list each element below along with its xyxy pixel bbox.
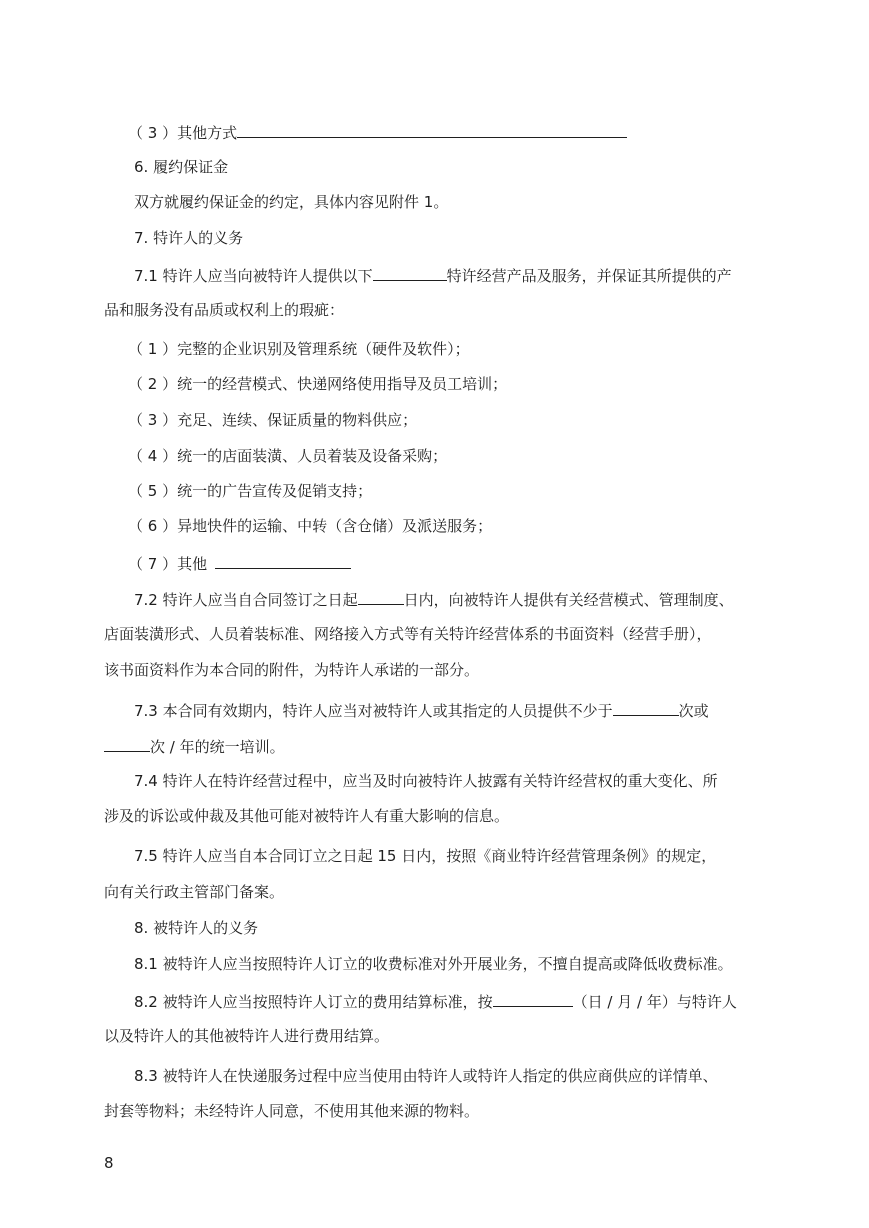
line-text: 7.1 特许人应当向被特许人提供以下 <box>134 267 373 285</box>
fill-in-blank <box>215 552 351 569</box>
line-text: 8.2 被特许人应当按照特许人订立的费用结算标准，按 <box>134 993 493 1011</box>
text-line <box>128 121 627 143</box>
text-line <box>134 588 734 610</box>
line-text: （ 7 ）其他 <box>128 555 208 573</box>
list-item: （ 1 ）完整的企业识别及管理系统（硬件及软件）； <box>128 340 470 358</box>
line-text: 7.3 本合同有效期内，特许人应当对被特许人或其指定的人员提供不少于 <box>134 702 613 720</box>
text-line: 涉及的诉讼或仲裁及其他可能对被特许人有重大影响的信息。 <box>104 807 510 825</box>
list-item: （ 3 ）充足、连续、保证质量的物料供应； <box>128 411 418 429</box>
text-line <box>104 735 285 757</box>
text-line: 店面装潢形式、人员着装标准、网络接入方式等有关特许经营体系的书面资料（经营手册）， <box>104 625 712 643</box>
line-text: （日 / 月 / 年）与特许人 <box>572 993 737 1011</box>
line-text: 日内，向被特许人提供有关经营模式、管理制度、 <box>403 591 734 609</box>
list-item: （ 4 ）统一的店面装潢、人员着装及设备采购； <box>128 447 448 465</box>
page-number: 8 <box>104 1154 114 1172</box>
text-line <box>134 990 737 1012</box>
section-heading: 8. 被特许人的义务 <box>134 919 259 937</box>
text-line: 8.1 被特许人应当按照特许人订立的收费标准对外开展业务，不擅自提高或降低收费标准。 <box>134 955 733 973</box>
text-line: 7.4 特许人在特许经营过程中，应当及时向被特许人披露有关特许经营权的重大变化、所 <box>134 772 718 790</box>
text-line <box>134 699 709 721</box>
fill-in-blank <box>613 699 679 716</box>
line-text: 次或 <box>678 702 709 720</box>
list-item: （ 6 ）异地快件的运输、中转（含仓储）及派送服务； <box>128 517 493 535</box>
text-line: 7.5 特许人应当自本合同订立之日起 15 日内，按照《商业特许经营管理条例》的规定， <box>134 847 717 865</box>
fill-in-blank <box>373 264 447 281</box>
text-line: 以及特许人的其他被特许人进行费用结算。 <box>104 1027 390 1045</box>
line-text: 特许经营产品及服务，并保证其所提供的产 <box>446 267 732 285</box>
fill-in-blank <box>493 990 573 1007</box>
list-item: （ 2 ）统一的经营模式、快递网络使用指导及员工培训； <box>128 375 508 393</box>
list-item <box>128 552 351 574</box>
text-line: 8.3 被特许人在快递服务过程中应当使用由特许人或特许人指定的供应商供应的详情单、 <box>134 1067 718 1085</box>
section-heading: 6. 履约保证金 <box>134 158 229 176</box>
text-line: 品和服务没有品质或权利上的瑕疵： <box>104 301 345 319</box>
fill-in-blank <box>237 121 627 138</box>
section-heading: 7. 特许人的义务 <box>134 229 244 247</box>
text-line <box>134 264 732 286</box>
line-text: 次 / 年的统一培训。 <box>150 738 285 756</box>
list-item: （ 5 ）统一的广告宣传及促销支持； <box>128 482 373 500</box>
text-line: 该书面资料作为本合同的附件，为特许人承诺的一部分。 <box>104 661 480 679</box>
text-line: 封套等物料；未经特许人同意，不使用其他来源的物料。 <box>104 1102 480 1120</box>
fill-in-blank <box>358 588 404 605</box>
text-line: 双方就履约保证金的约定，具体内容见附件 1。 <box>134 193 449 211</box>
line-text: 7.2 特许人应当自合同签订之日起 <box>134 591 358 609</box>
line-text: （ 3 ）其他方式 <box>128 124 238 142</box>
fill-in-blank <box>104 735 150 752</box>
text-line: 向有关行政主管部门备案。 <box>104 883 285 901</box>
